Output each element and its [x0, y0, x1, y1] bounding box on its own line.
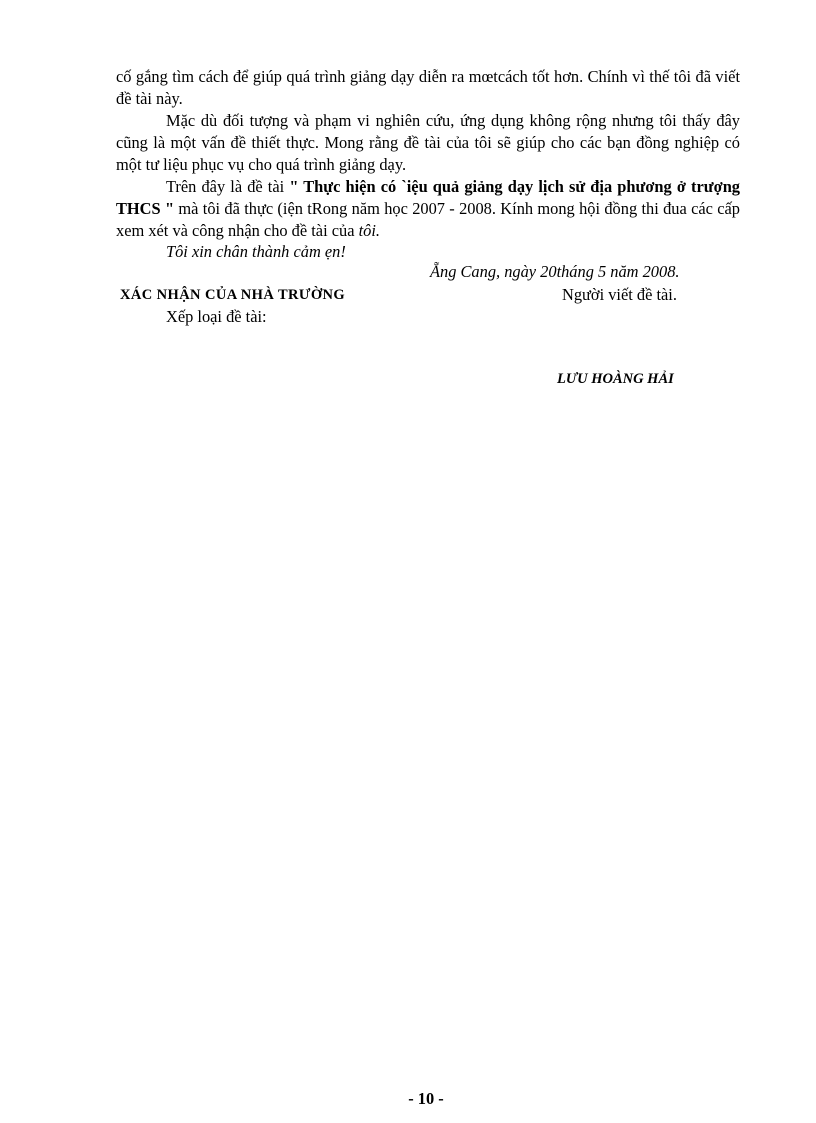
paragraph-1: cố gắng tìm cách để giúp quá trình giảng dạy diễn ra mœtcách tốt hơn. Chính vì thế tôi đã viết đề tài này.	[116, 67, 740, 108]
school-confirmation-heading: XÁC NHẬN CỦA NHÀ TRƯỜNG	[120, 287, 346, 303]
page-number: - 10 -	[408, 1089, 444, 1108]
author-name: LƯU HOÀNG HẢI	[557, 371, 674, 387]
paragraph-3-body: mà tôi đã thực (iện tRong năm học 2007 - 2008. Kính mong hội đồng thi đua các cấp xem xét và công nhận cho đề tài của	[116, 199, 741, 240]
body-text	[116, 66, 740, 242]
rating-label: Xếp loại đề tài:	[166, 307, 267, 326]
paragraph-3	[116, 176, 740, 242]
paragraph-2: Mặc dù đối tượng và phạm vi nghiên cứu, ứng dụng không rộng nhưng tôi thấy đây cũng là một vấn đề thiết thực. Mong rằng đề tài của tôi sẽ giúp cho các bạn đồng nghiệp có một tư liệu phục vụ cho quá trình giảng dạy.	[116, 111, 740, 174]
project-title: " Thực hiện có `iệu quả giảng dạy lịch sử địa phương ở trượng THCS "	[116, 177, 741, 218]
thanks-line: Tôi xin chân thành cảm ẹn!	[166, 242, 346, 261]
place-date-line: Ẵng Cang, ngày 20tháng 5 năm 2008.	[430, 262, 680, 281]
paragraph-3-intro: Trên đây là đề tài	[166, 177, 290, 196]
writer-label: Người viết đề tài.	[562, 285, 677, 304]
paragraph-3-tail: tôi.	[358, 221, 380, 240]
